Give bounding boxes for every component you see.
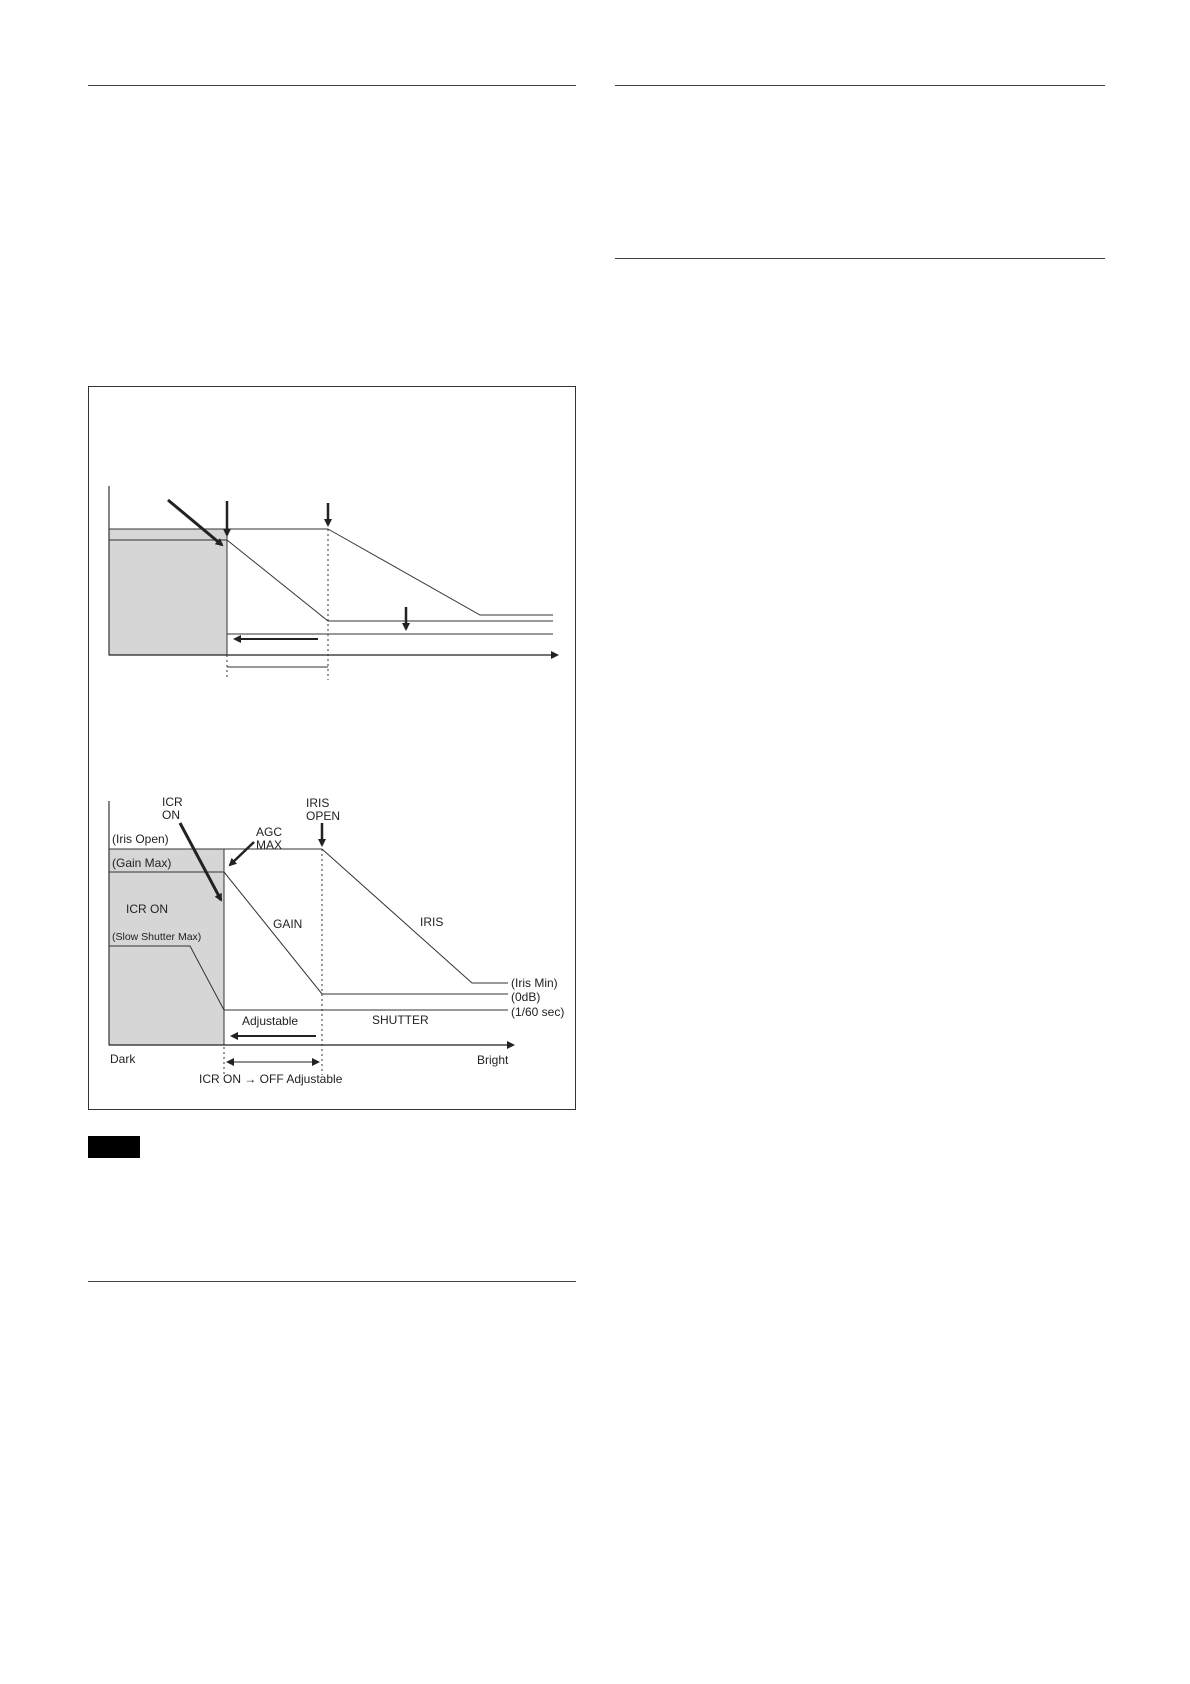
agc-max-label-line1: AGC [256, 825, 283, 839]
upper-dark-region [109, 529, 227, 655]
lower-gain-curve [224, 872, 508, 994]
iris-open-marker-line1: IRIS [306, 796, 330, 810]
upper-diagram [109, 486, 557, 680]
slow-shutter-max-label: (Slow Shutter Max) [112, 931, 202, 943]
lower-diagram [109, 795, 564, 1086]
shutter-speed-label: (1/60 sec) [511, 1005, 565, 1019]
iris-open-marker-line2: OPEN [306, 809, 341, 823]
gain-label: GAIN [273, 917, 303, 931]
lower-iris-curve [322, 849, 508, 983]
lower-agc-arrow [230, 842, 254, 865]
upper-gain-curve [227, 540, 553, 621]
icr-on-label-line2: ON [162, 808, 180, 822]
upper-iris-curve [328, 529, 553, 615]
icr-range-label: ICR ON → OFF Adjustable [199, 1072, 343, 1086]
icr-on-region-label: ICR ON [126, 902, 168, 916]
dark-label: Dark [110, 1052, 136, 1066]
iris-label: IRIS [420, 915, 444, 929]
bright-label: Bright [477, 1053, 509, 1067]
iris-min-label: (Iris Min) [511, 976, 558, 990]
gain-max-label: (Gain Max) [112, 856, 172, 870]
shutter-label: SHUTTER [372, 1013, 429, 1027]
lower-dark-region [109, 849, 224, 1045]
icr-on-label-line1: ICR [162, 795, 183, 809]
adjustable-label: Adjustable [242, 1014, 299, 1028]
zero-db-label: (0dB) [511, 990, 541, 1004]
agc-max-label-line2: MAX [256, 838, 283, 852]
iris-open-label: (Iris Open) [112, 832, 169, 846]
